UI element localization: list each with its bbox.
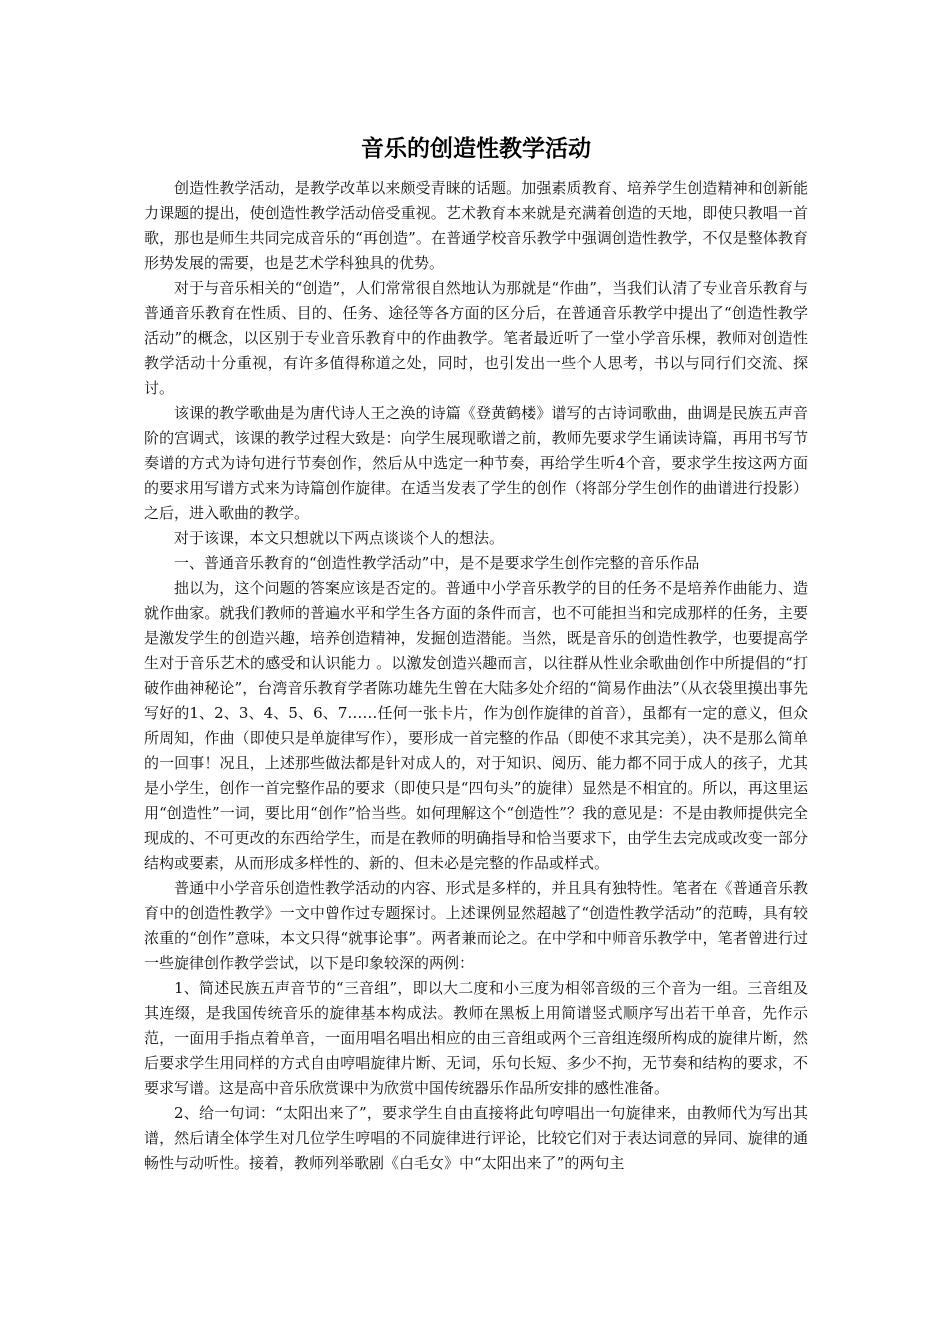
paragraph: 普通中小学音乐创造性教学活动的内容、形式是多样的，并且具有独特性。笔者在《普通音乐教育中的创造性教学》一文中曾作过专题探讨。上述课例显然超越了“创造性教学活动”的范畴，具有较浓重的“创作”意味，本文只得“就事论事”。两者兼而论之。在中学和中师音乐教学中，笔者曾进行过一些旋律创作教学尝试，以下是印象较深的两例： bbox=[144, 879, 808, 972]
section-heading: 一、普通音乐教育的“创造性教学活动”中，是不是要求学生创作完整的音乐作品 bbox=[174, 554, 700, 572]
paragraph: 对于该课，本文只想就以下两点谈谈个人的想法。 bbox=[174, 529, 505, 547]
paragraph: 拙以为，这个问题的答案应该是否定的。普通中小学音乐教学的目的任务不是培养作曲能力、造就作曲家。就我们教师的普遍水平和学生各方面的条件而言，也不可能担当和完成那样的任务，主要是激发学生的创造兴趣，培养创造精神，发掘创造潜能。当然，既是音乐的创造性教学，也要提高学生对于音乐艺术的感受和认识能力 。以激发创造兴趣而言，以往群从性业余歌曲创作中所提倡的“打破作曲神秘论”，台湾音乐教育学者陈功雄先生曾在大陆多处介绍的“简易作曲法”（从衣袋里摸出事先写好的1、2、3、4、5、6、7……任何一张卡片，作为创作旋律的首音），虽都有一定的意义，但众所周知，作曲（即使只是单旋律写作），要形成一首完整的作品（即使不求其完美），决不是那么简单的一回事！况且，上述那些做法都是针对成人的，对于知识、阅历、能力都不同于成人的孩子，尤其是小学生，创作一首完整作品的要求（即使只是“四句头”的旋律）显然是不相宜的。所以，再这里运用“创造性”一词，要比用“创作”恰当些。如何理解这个“创造性”？我的意见是：不是由教师提供完全现成的、不可更改的东西给学生，而是在教师的明确指导和恰当要求下，由学生去完成或改变一部分结构或要素，从而形成多样性的、新的、但未必是完整的作品或样式。 bbox=[144, 579, 808, 872]
list-item-example-2: 2、给一句词：“太阳出来了”，要求学生自由直接将此句哼唱出一句旋律来，由教师代为写出其谱，然后请全体学生对几位学生哼唱的不同旋律进行评论，比较它们对于表达词意的异同、旋律的通畅性与动听性。接着，教师列举歌剧《白毛女》中“太阳出来了”的两句主 bbox=[144, 1104, 808, 1172]
paragraph: 对于与音乐相关的“创造”，人们常常很自然地认为那就是“作曲”，当我们认清了专业音乐教育与普通音乐教育在性质、目的、任务、途径等各方面的区分后，在普通音乐教学中提出了“创造性教学活动”的概念，以区别于专业音乐教育中的作曲教学。笔者最近听了一堂小学音乐棵，教师对创造性教学活动十分重视，有许多值得称道之处，同时，也引发出一些个人思考，书以与同行们交流、探讨。 bbox=[144, 279, 808, 397]
paragraph: 创造性教学活动，是教学改革以来颇受青睐的话题。加强素质教育、培养学生创造精神和创新能力课题的提出，使创造性教学活动倍受重视。艺术教育本来就是充满着创造的天地，即使只教唱一首歌，那也是师生共同完成音乐的“再创造”。在普通学校音乐教学中强调创造性教学，不仅是整体教育形势发展的需要，也是艺术学科独具的优势。 bbox=[144, 179, 808, 272]
list-item-example-1: 1、简述民族五声音节的“三音组”，即以大二度和小三度为相邻音级的三个音为一组。三音组及其连缀，是我国传统音乐的旋律基本构成法。教师在黑板上用简谱竖式顺序写出若干单音，先作示范，一面用手指点着单音，一面用唱名唱出相应的由三音组或两个三音组连缀所构成的旋律片断，然后要求学生用同样的方式自由哼唱旋律片断、无词，乐句长短、多少不拘，无节奏和结构的要求，不要求写谱。这是高中音乐欣赏课中为欣赏中国传统器乐作品所安排的感性准备。 bbox=[144, 979, 808, 1097]
document-title: 音乐的创造性教学活动 bbox=[361, 136, 591, 162]
document-body bbox=[144, 130, 808, 1176]
paragraph: 该课的教学歌曲是为唐代诗人王之涣的诗篇《登黄鹤楼》谱写的古诗词歌曲，曲调是民族五声音阶的宫调式，该课的教学过程大致是：向学生展现歌谱之前，教师先要求学生诵读诗篇，再用书写节奏谱的方式为诗句进行节奏创作，然后从中选定一种节奏，再给学生听4个音，要求学生按这两方面的要求用写谱方式来为诗篇创作旋律。在适当发表了学生的创作（将部分学生创作的曲谱进行投影）之后，进入歌曲的教学。 bbox=[144, 404, 808, 522]
